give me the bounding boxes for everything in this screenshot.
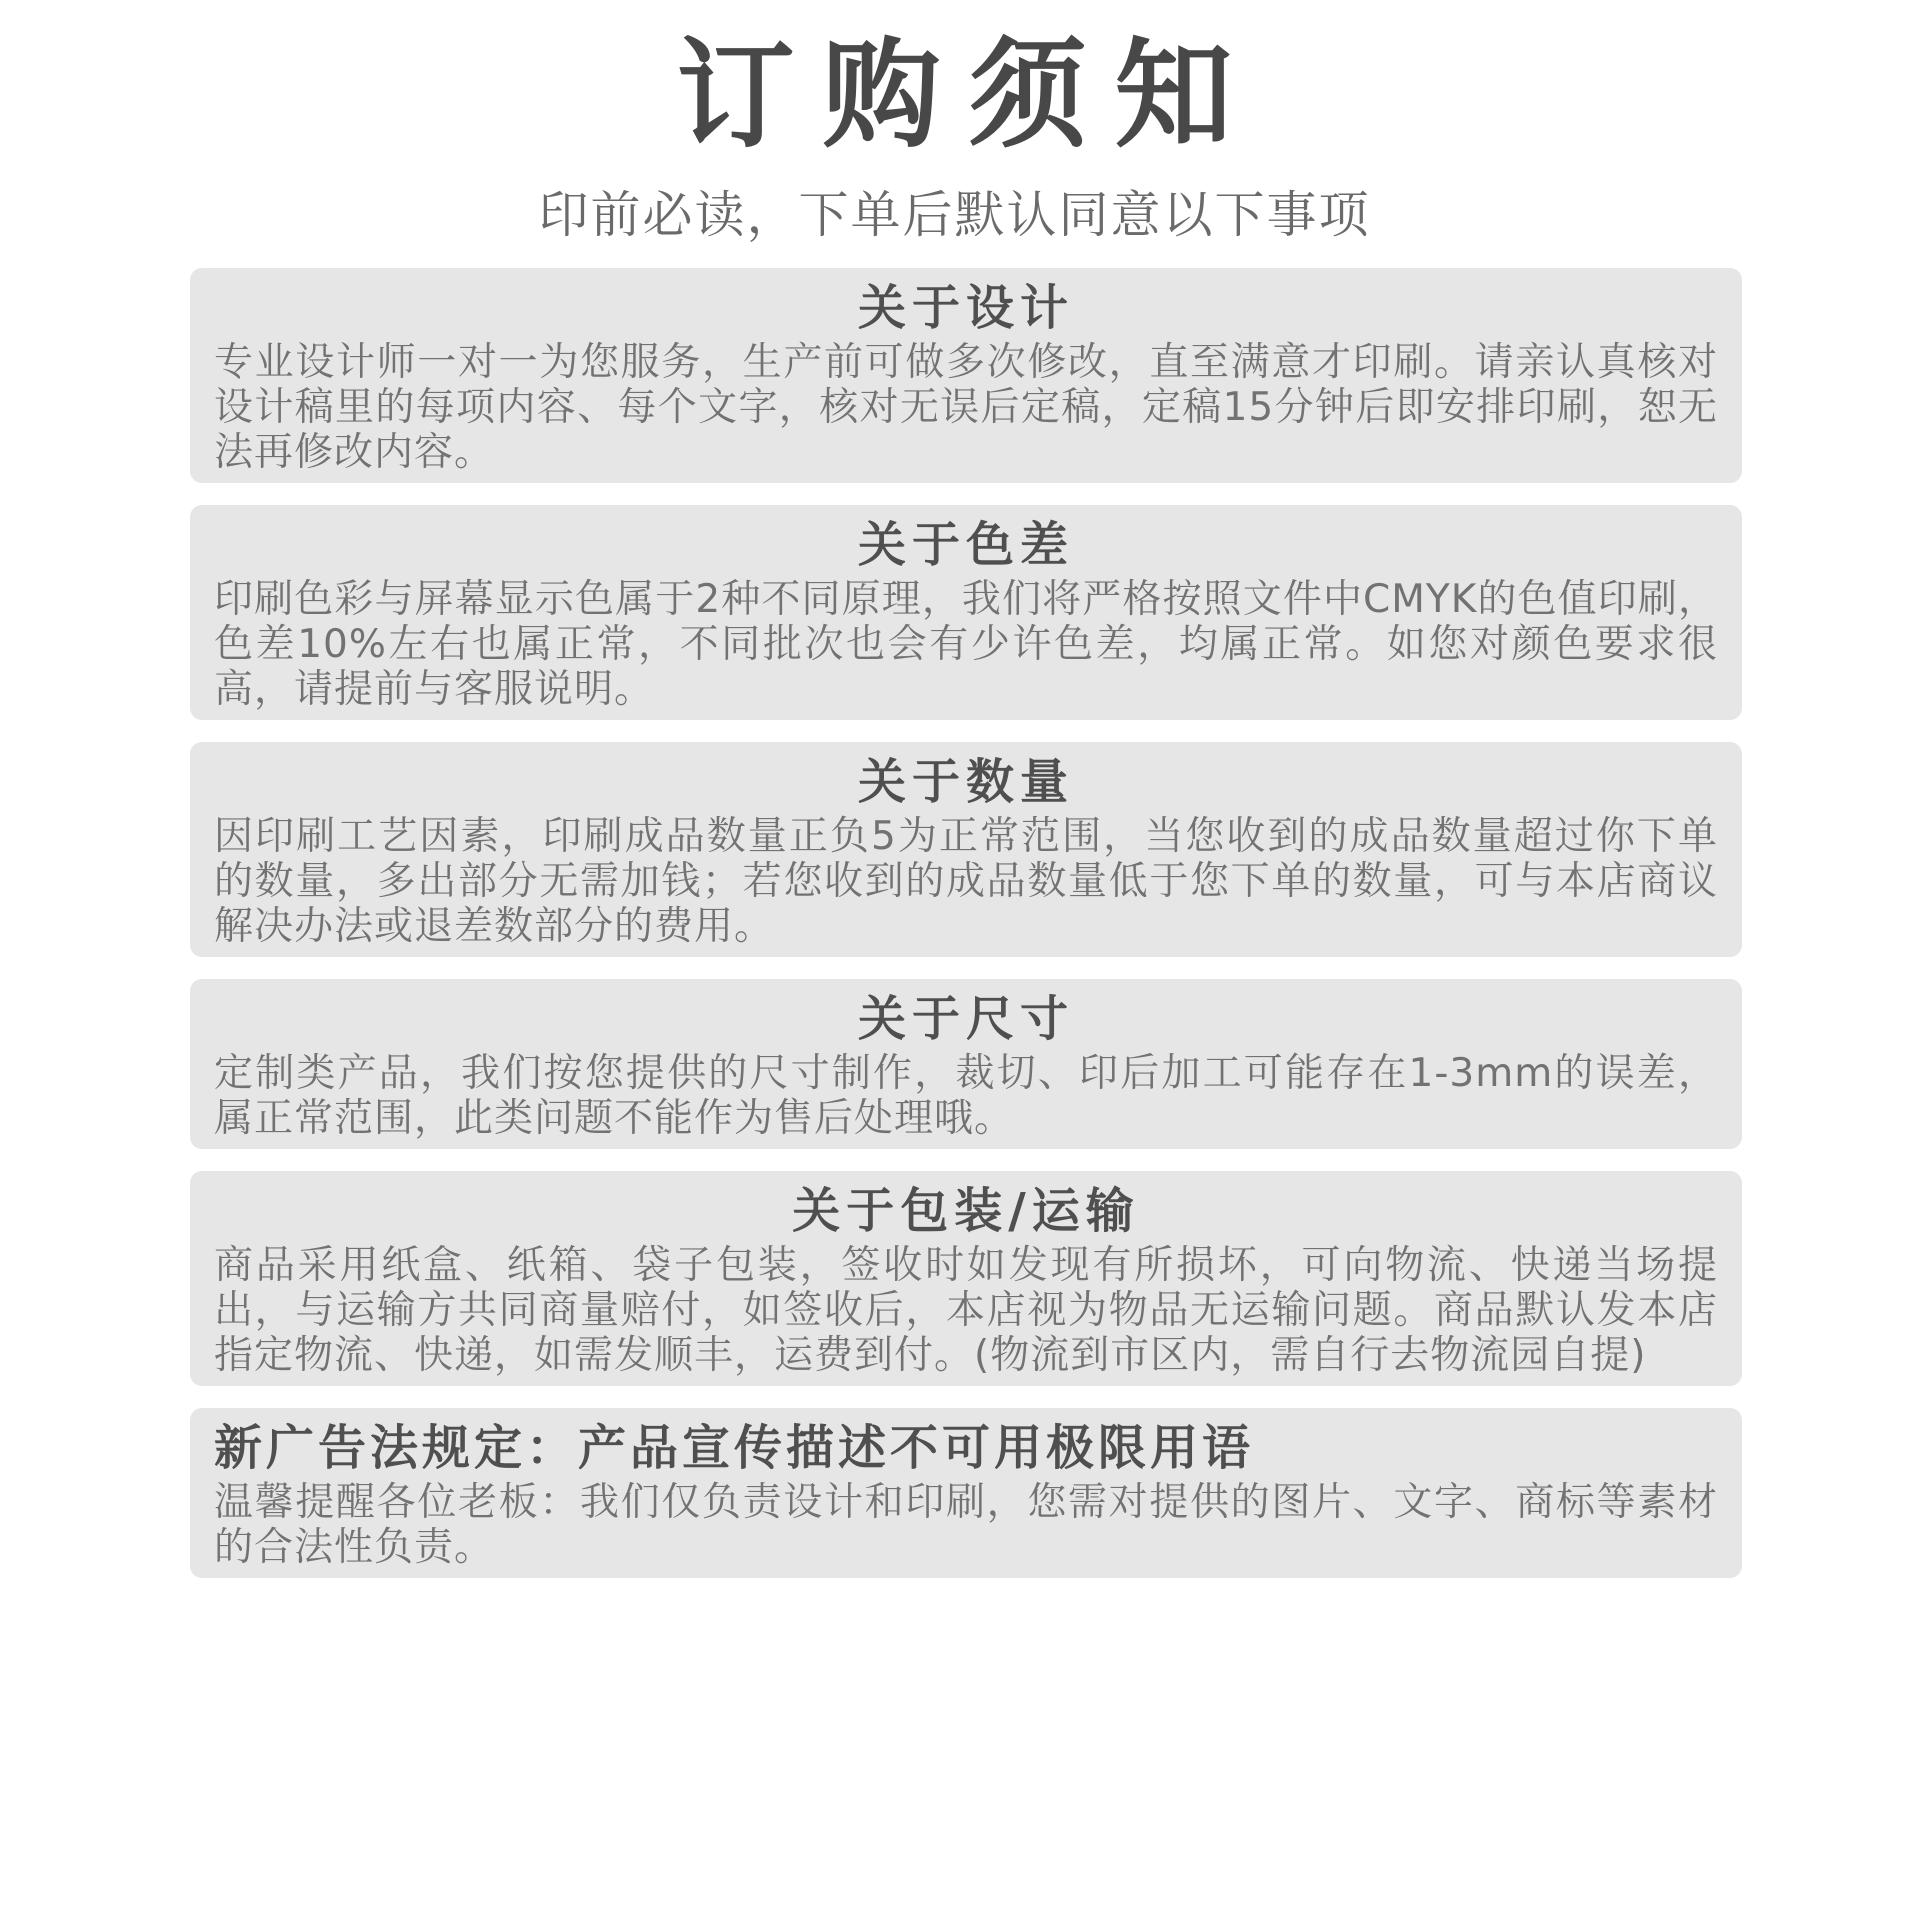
- section-title: 新广告法规定：产品宣传描述不可用极限用语: [214, 1420, 1255, 1476]
- section-color-difference: [190, 505, 1742, 720]
- section-body: 专业设计师一对一为您服务，生产前可做多次修改，直至满意才印刷。请亲认真核对设计稿里的每项内容、每个文字，核对无误后定稿，定稿15分钟后即安排印刷，恕无法再修改内容。: [214, 340, 1718, 475]
- section-title: 关于设计: [857, 280, 1074, 336]
- section-title: 关于数量: [857, 754, 1074, 810]
- page-subtitle: 印前必读，下单后默认同意以下事项: [538, 186, 1371, 244]
- section-body: 温馨提醒各位老板：我们仅负责设计和印刷，您需对提供的图片、文字、商标等素材的合法性负责。: [214, 1480, 1718, 1570]
- section-design: [190, 268, 1742, 483]
- section-body: 商品采用纸盒、纸箱、袋子包装，签收时如发现有所损坏，可向物流、快递当场提出，与运输方共同商量赔付，如签收后，本店视为物品无运输问题。商品默认发本店指定物流、快递，如需发顺丰，运费到付。(物流到市区内，需自行去物流园自提): [214, 1243, 1718, 1378]
- section-quantity: [190, 742, 1742, 957]
- section-size: [190, 979, 1742, 1149]
- page-title: 订购须知: [676, 26, 1261, 164]
- notice-sections: [190, 268, 1742, 1600]
- section-body: 定制类产品，我们按您提供的尺寸制作，裁切、印后加工可能存在1-3mm的误差，属正常范围，此类问题不能作为售后处理哦。: [214, 1051, 1718, 1141]
- section-packaging-shipping: [190, 1171, 1742, 1386]
- section-title: 关于包装/运输: [792, 1183, 1140, 1239]
- section-advertising-law: [190, 1408, 1742, 1578]
- section-title: 关于色差: [857, 517, 1074, 573]
- header: [0, 28, 1909, 245]
- section-body: 因印刷工艺因素，印刷成品数量正负5为正常范围，当您收到的成品数量超过你下单的数量，多出部分无需加钱；若您收到的成品数量低于您下单的数量，可与本店商议解决办法或退差数部分的费用。: [214, 814, 1718, 949]
- section-title: 关于尺寸: [857, 991, 1074, 1047]
- section-body: 印刷色彩与屏幕显示色属于2种不同原理，我们将严格按照文件中CMYK的色值印刷，色差10%左右也属正常，不同批次也会有少许色差，均属正常。如您对颜色要求很高，请提前与客服说明。: [214, 577, 1718, 712]
